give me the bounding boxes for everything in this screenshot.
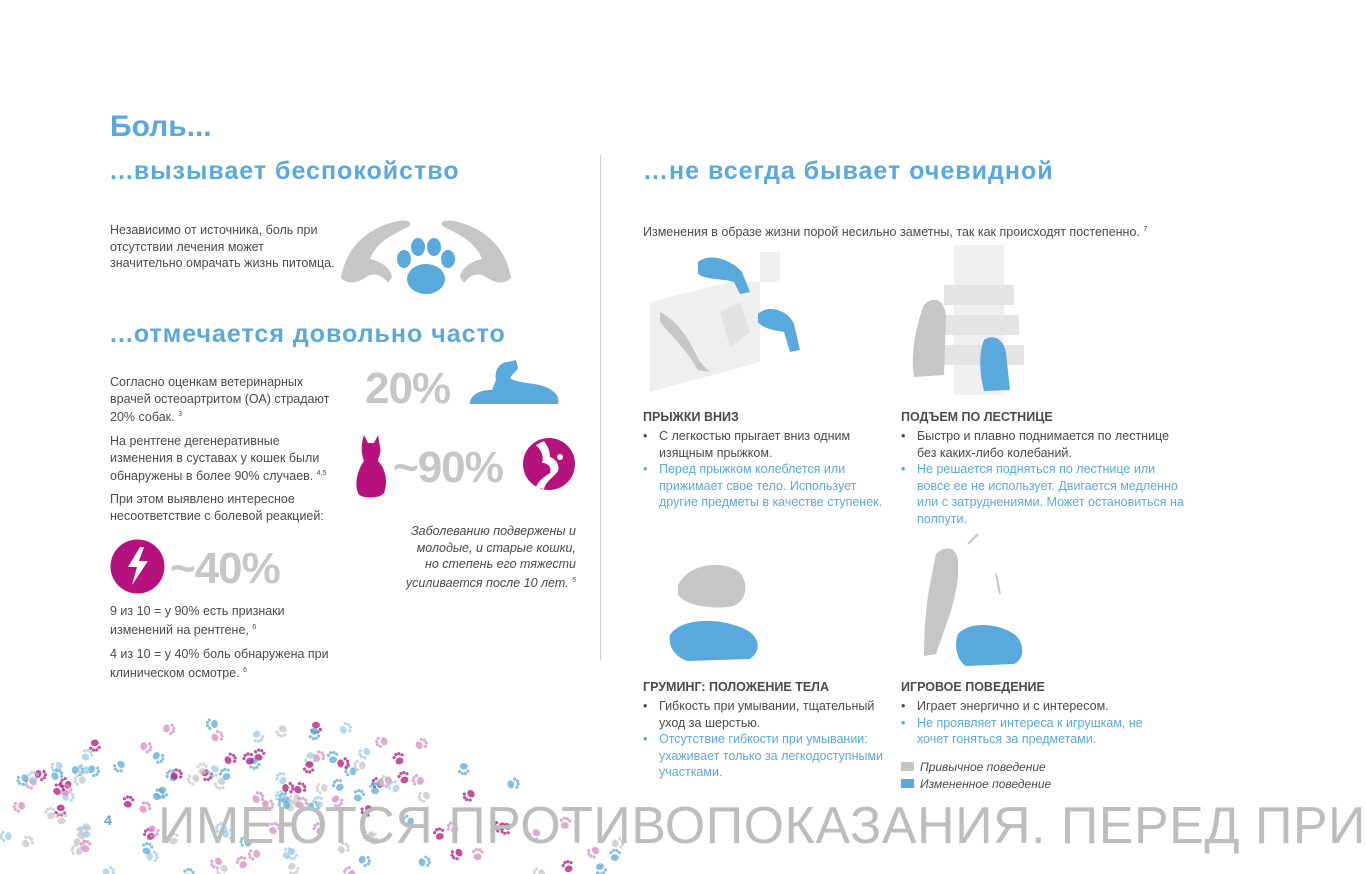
stat-pain-40: ~40%: [170, 544, 280, 593]
lying-dog-icon: [466, 356, 562, 408]
section-jumps-normal: • С легкостью прыгает вниз одним изящным прыжком.: [643, 428, 883, 461]
paw-print: [560, 858, 575, 873]
paw-print: [11, 799, 26, 814]
footnote-90: [110, 603, 340, 638]
paw-print: [337, 720, 354, 736]
grooming-cat-illustration: [668, 545, 768, 670]
hands-paw-icon: [336, 203, 516, 303]
paw-print: [273, 770, 289, 787]
paw-print: [341, 864, 357, 874]
legend: [901, 758, 1051, 792]
paw-print: [111, 758, 127, 775]
right-intro: [643, 222, 1203, 241]
legend-normal: [901, 758, 1051, 775]
paw-print: [150, 749, 167, 765]
paw-print: [413, 736, 429, 752]
section-grooming-title: ГРУМИНГ: ПОЛОЖЕНИЕ ТЕЛА: [643, 680, 829, 694]
paw-print: [374, 735, 389, 749]
ref-5: 5: [572, 576, 576, 584]
legend-changed-swatch: [901, 779, 914, 788]
jumping-cat-illustration: [650, 252, 810, 392]
paw-print: [274, 724, 289, 739]
subtitle-not-obvious: …не всегда бывает очевидной: [643, 157, 1054, 185]
joint-icon: [522, 437, 576, 491]
paragraph-dogs-text: Согласно оценкам ветеринарных врачей остеоартритом (ОА) страдают 20% собак.: [110, 375, 330, 425]
page-number: 4: [104, 812, 112, 828]
right-intro-text: Изменения в образе жизни порой несильно заметны, так как происходят постепенно.: [643, 225, 1140, 240]
legend-normal-swatch: [901, 762, 914, 771]
section-play-normal: • Играет энергично и с интересом.: [901, 698, 1171, 715]
legend-changed-label: Измененное поведение: [920, 776, 1052, 791]
paw-print: [185, 772, 201, 787]
paw-print: [234, 854, 250, 870]
contraindications-banner: ИМЕЮТСЯ ПРОТИВОПОКАЗАНИЯ. ПЕРЕД ПРИ: [158, 797, 1366, 855]
paw-print: [337, 757, 350, 770]
paw-print: [162, 722, 176, 736]
stat-cats-90: ~90%: [393, 443, 503, 492]
column-divider: [600, 155, 601, 660]
paw-print: [140, 841, 154, 855]
paw-print: [292, 780, 309, 797]
legend-normal-label: Привычное поведение: [920, 759, 1046, 774]
paw-print: [139, 740, 154, 754]
subtitle-frequent: ...отмечается довольно часто: [110, 320, 506, 348]
age-note-text: Заболеванию подвержены и молодые, и старые кошки, но степень его тяжести усиливается после 10 лет.: [405, 524, 576, 590]
paw-print: [122, 795, 135, 808]
paragraph-cats: [110, 433, 332, 485]
paw-print: [209, 728, 225, 744]
ref-4-5: 4,5: [316, 470, 327, 477]
paw-print: [182, 867, 195, 874]
footnote-40-text: 4 из 10 = у 40% боль обнаружена при клиническом осмотре.: [110, 647, 329, 680]
page-title: Боль...: [110, 110, 212, 143]
section-stairs: [901, 410, 1191, 527]
paw-print: [206, 764, 222, 780]
pain-icon: [110, 539, 165, 594]
ref-6b: 6: [243, 666, 248, 674]
section-grooming: [643, 680, 893, 781]
intro-text: Независимо от источника, боль при отсутствии лечения может значительно омрачать жизнь питомца.: [110, 223, 335, 270]
paragraph-dogs: [110, 374, 332, 426]
sitting-cat-icon: [354, 433, 388, 499]
paw-print: [308, 728, 321, 741]
paragraph-mismatch: При этом выявлено интересное несоответствие с болевой реакцией:: [110, 492, 324, 523]
age-note: [400, 523, 576, 591]
footnote-40: [110, 646, 340, 681]
paw-print: [88, 739, 101, 752]
paw-print: [0, 830, 12, 843]
legend-changed: [901, 775, 1051, 792]
paw-print: [222, 751, 238, 767]
paw-print: [593, 862, 608, 874]
ref-3: 3: [178, 411, 182, 418]
paw-print: [285, 861, 301, 874]
paw-print: [506, 777, 521, 791]
section-jumps-changed: • Перед прыжком колеблется или прижимает свое тело. Использует другие предметы в качестве ступенек.: [643, 461, 883, 511]
paw-print: [250, 729, 266, 745]
stat-dogs-20: 20%: [365, 364, 451, 413]
paw-print: [302, 761, 315, 774]
ref-6a: 6: [252, 623, 257, 631]
stairs-cat-illustration: [904, 245, 1044, 395]
paw-print: [396, 770, 411, 785]
paragraph-cats-text: На рентгене дегенеративные изменения в суставах у кошек были обнаружены в более 90% случаев.: [110, 434, 320, 484]
section-grooming-normal: • Гибкость при умывании, тщательный уход за шерстью.: [643, 698, 893, 731]
paw-print: [315, 781, 329, 795]
paw-print: [391, 751, 406, 766]
section-grooming-changed: • Отсутствие гибкости при умывании: ухаживает только за легкодоступными участками.: [643, 731, 893, 781]
section-jumps: [643, 410, 883, 511]
playing-cat-illustration: [896, 534, 1036, 674]
paw-print: [356, 745, 372, 761]
section-play-title: ИГРОВОЕ ПОВЕДЕНИЕ: [901, 680, 1045, 694]
paw-print: [137, 799, 154, 816]
section-stairs-normal: • Быстро и плавно поднимается по лестнице без каких-либо колебаний.: [901, 428, 1191, 461]
paw-print: [19, 833, 36, 850]
section-stairs-title: ПОДЪЕМ ПО ЛЕСТНИЦЕ: [901, 410, 1053, 424]
subtitle-anxiety: ...вызывает беспокойство: [110, 157, 460, 185]
paw-print: [330, 777, 347, 794]
paw-print: [326, 750, 339, 764]
section-jumps-title: ПРЫЖКИ ВНИЗ: [643, 410, 739, 424]
paw-print: [411, 773, 425, 787]
section-play-changed: • Не проявляет интереса к игрушкам, не хочет гоняться за предметами.: [901, 715, 1171, 748]
section-play: [901, 680, 1171, 748]
paw-print: [458, 763, 470, 775]
section-stairs-changed: • Не решается подняться по лестнице или вовсе ее не использует. Двигается медленно или с затруднениями. Может остановиться на полпути.: [901, 461, 1191, 527]
paw-print: [417, 855, 432, 869]
paw-print: [205, 718, 218, 730]
footnote-90-text: 9 из 10 = у 90% есть признаки изменений на рентгене,: [110, 604, 285, 637]
paw-print: [533, 867, 545, 874]
paw-print: [102, 866, 115, 874]
ref-7: 7: [1143, 226, 1148, 233]
